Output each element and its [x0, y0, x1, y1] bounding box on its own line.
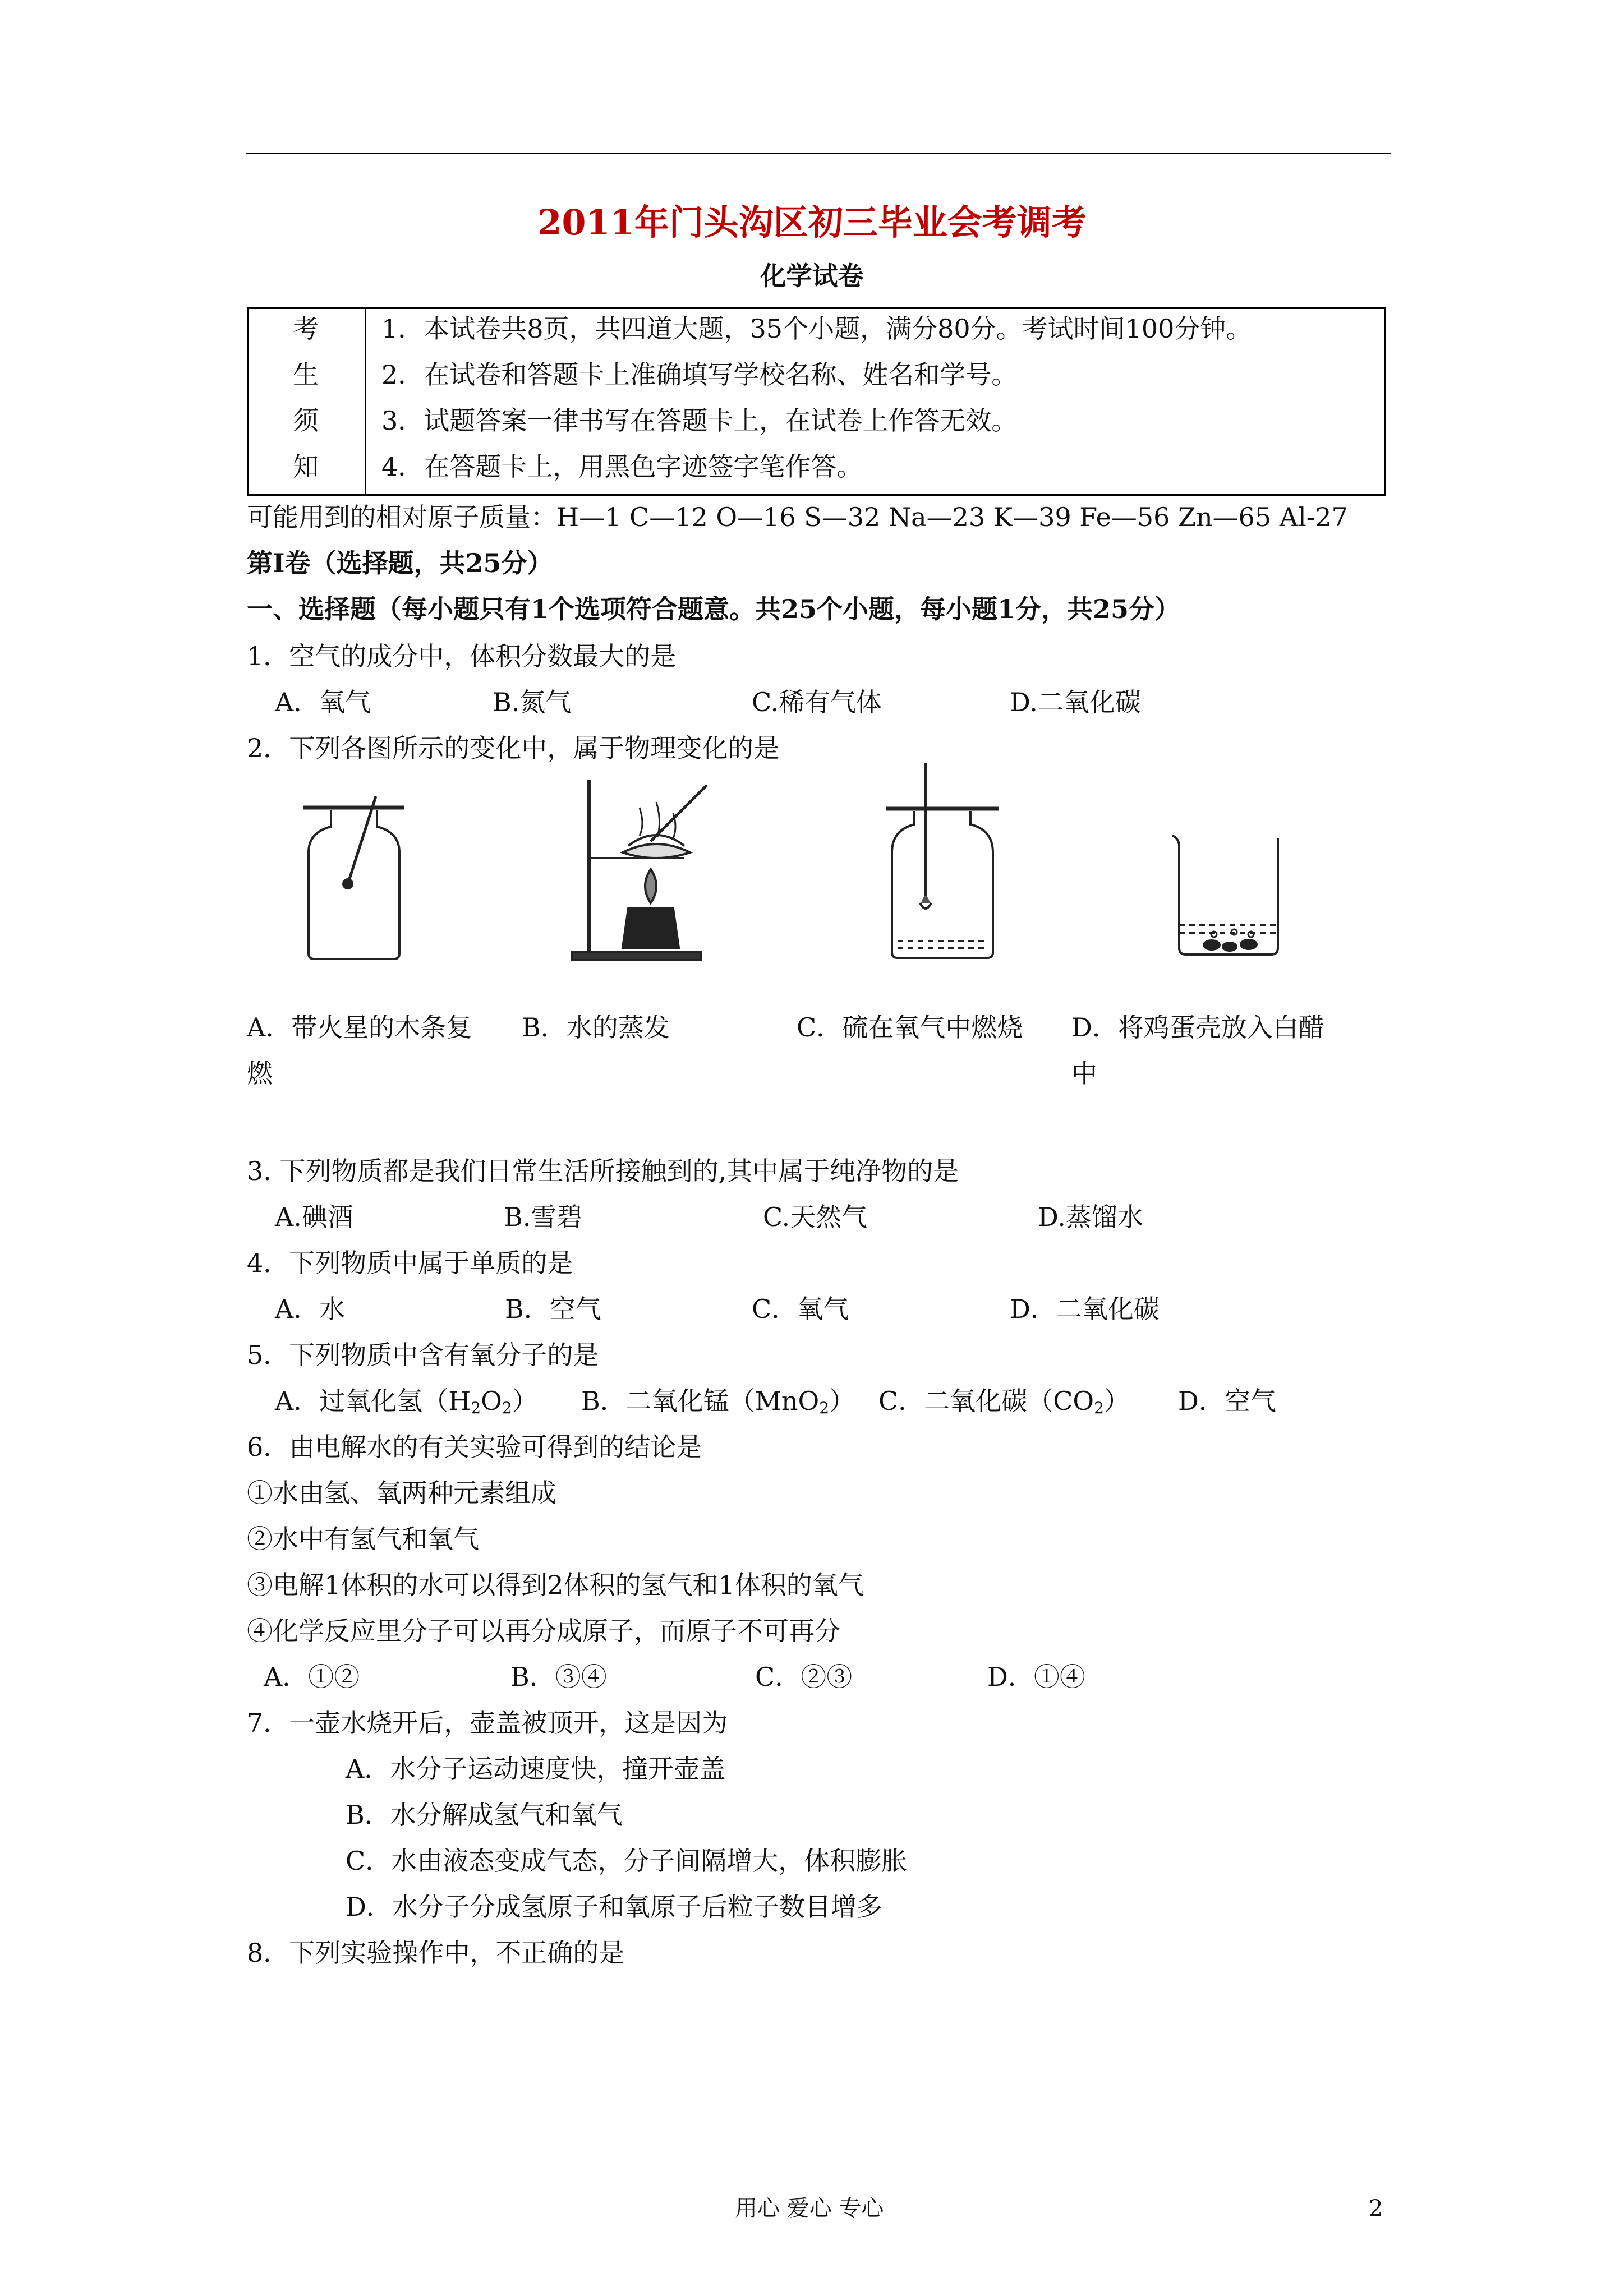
notice-label-char: 考	[293, 313, 319, 344]
option-a: A．氧气	[275, 687, 371, 717]
section-heading: 一、选择题（每小题只有1个选项符合题意。共25个小题，每小题1分，共25分）	[247, 594, 1181, 624]
question-stem: 7．一壶水烧开后，壶盖被顶开，这是因为	[247, 1708, 728, 1738]
question-stem: 4．下列物质中属于单质的是	[247, 1248, 573, 1278]
option-c: C．硫在氧气中燃烧	[797, 1012, 1023, 1043]
option-d: D．将鸡蛋壳放入白醋	[1071, 1012, 1324, 1043]
page-subtitle: 化学试卷	[760, 261, 864, 291]
page-title: 2011年门头沟区初三毕业会考调考	[537, 202, 1087, 243]
question-stem: 5．下列物质中含有氧分子的是	[247, 1340, 599, 1370]
option-b: B.雪碧	[504, 1202, 583, 1232]
notice-item: 4．在答题卡上，用黑色字迹签字笔作答。	[381, 451, 863, 482]
statement-item: ④化学反应里分子可以再分成原子，而原子不可再分	[247, 1616, 840, 1646]
footer-motto: 用心 爱心 专心	[735, 2196, 884, 2221]
option-d: D．水分子分成氢原子和氧原子后粒子数目增多	[346, 1892, 882, 1922]
option-b: B．③④	[510, 1662, 607, 1692]
option-c: C．氧气	[752, 1294, 849, 1324]
question-stem: 3. 下列物质都是我们日常生活所接触到的,其中属于纯净物的是	[247, 1156, 959, 1186]
beaker-eggshell-figure	[1167, 830, 1290, 965]
option-d-continued: 中	[1071, 1058, 1097, 1089]
option-b: B．水的蒸发	[522, 1012, 670, 1043]
notice-item: 1．本试卷共8页，共四道大题，35个小题，满分80分。考试时间100分钟。	[381, 313, 1252, 344]
statement-item: ①水由氢、氧两种元素组成	[247, 1478, 556, 1508]
header-rule	[246, 153, 1391, 154]
volume-heading: 第Ⅰ卷（选择题，共25分）	[247, 548, 553, 578]
option-c: C．二氧化碳$(CO_2)$	[878, 1386, 1130, 1417]
option-a: A.碘酒	[275, 1202, 353, 1232]
option-d: D.二氧化碳	[1010, 687, 1141, 717]
question-stem: 8．下列实验操作中，不正确的是	[247, 1938, 625, 1968]
option-b: B．二氧化锰（MnO$_2$）	[581, 1386, 855, 1417]
option-a: A．带火星的木条复	[247, 1012, 472, 1043]
option-a: A．过氧化氢$(H_2O_2)$	[275, 1386, 538, 1417]
option-a-continued: 燃	[247, 1058, 273, 1089]
question-stem: 2．下列各图所示的变化中，属于物理变化的是	[247, 733, 780, 763]
notice-item: 3．试题答案一律书写在答题卡上，在试卷上作答无效。	[381, 405, 1018, 436]
option-d: D．①④	[987, 1662, 1085, 1692]
statement-item: ②水中有氢气和氧气	[247, 1524, 479, 1554]
notice-label-char: 知	[293, 451, 319, 482]
question-stem: 6．由电解水的有关实验可得到的结论是	[247, 1432, 702, 1462]
option-d: D.蒸馏水	[1038, 1202, 1143, 1232]
option-a: A．水	[275, 1294, 346, 1324]
bottle-splint-figure	[292, 796, 415, 965]
sulfur-combustion-figure	[875, 763, 1010, 965]
notice-item: 2．在试卷和答题卡上准确填写学校名称、姓名和学号。	[381, 359, 1018, 390]
option-b: B．空气	[505, 1294, 601, 1324]
option-c: C.天然气	[763, 1202, 868, 1232]
option-d: D．二氧化碳	[1010, 1294, 1160, 1324]
option-b: B.氮气	[493, 687, 572, 717]
statement-item: ③电解1体积的水可以得到2体积的氢气和1体积的氧气	[247, 1570, 864, 1600]
option-d: D．空气	[1178, 1386, 1276, 1416]
question-stem: 1．空气的成分中，体积分数最大的是	[247, 641, 677, 671]
notice-label-char: 生	[293, 359, 319, 390]
notice-label-char: 须	[293, 405, 319, 436]
evaporation-apparatus-figure	[567, 774, 735, 965]
option-c: C．水由液态变成气态，分子间隔增大，体积膨胀	[346, 1846, 908, 1876]
option-a: A．①②	[264, 1662, 360, 1692]
option-c: C．②③	[755, 1662, 853, 1692]
page-number: 2	[1369, 2196, 1383, 2221]
option-a: A．水分子运动速度快，撞开壶盖	[346, 1754, 726, 1784]
notice-table-divider	[365, 307, 366, 496]
option-c: C.稀有气体	[752, 687, 882, 717]
atomic-masses: 可能用到的相对原子质量：H—1 C—12 O—16 S—32 Na—23 K—39 Fe—56 Zn—65 Al-27	[247, 502, 1348, 532]
option-b: B．水分解成氢气和氧气	[346, 1800, 623, 1830]
